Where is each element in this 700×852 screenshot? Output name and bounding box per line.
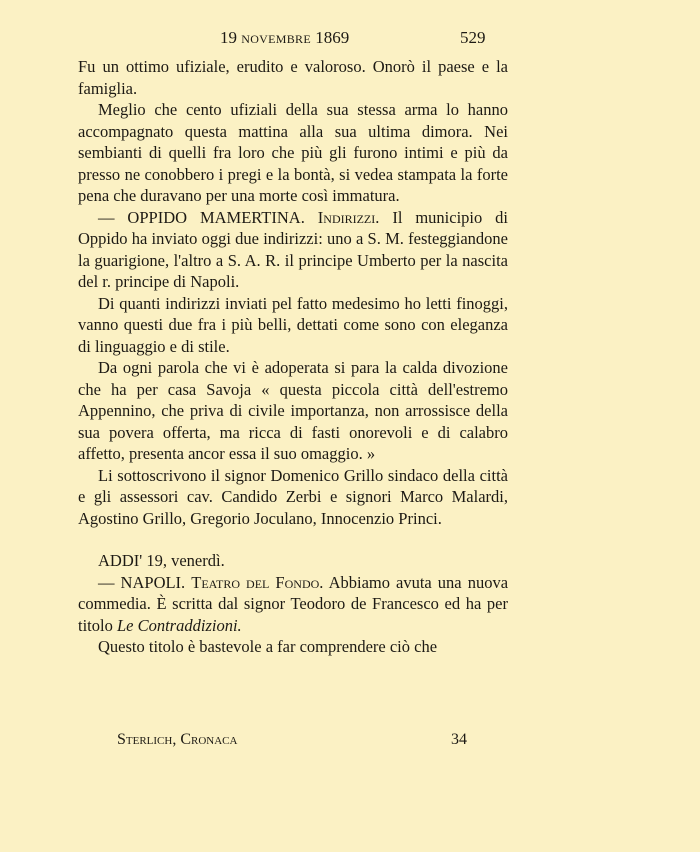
section-gap bbox=[78, 529, 508, 550]
item-label: Indirizzi. bbox=[317, 207, 380, 227]
item-heading: — OPPIDO MAMERTINA. bbox=[98, 207, 305, 227]
paragraph: Meglio che cento ufiziali della sua stessa arma lo hanno accompagnato questa mattina alla sua ultima dimora. Nei sembianti di quelli fra loro che più gli furono intimi e più da presso ne conobbero i pregi e la bontà, si vedea stampata la forte pena che duravano per una morte così immatura. bbox=[78, 100, 508, 205]
signature-mark: Sterlich, Cronaca bbox=[117, 731, 238, 748]
item-label: Teatro del Fondo. bbox=[191, 572, 324, 592]
signature-line bbox=[0, 731, 700, 753]
paragraph: Di quanti indirizzi inviati pel fatto medesimo ho letti finoggi, vanno questi due fra i più belli, dettati come sono con eleganza di linguaggio e di stile. bbox=[78, 293, 508, 356]
running-header bbox=[0, 28, 700, 50]
paragraph: Da ogni parola che vi è adoperata si para la calda divozione che ha per casa Savoja « questa piccola città dell'estremo Appennino, che priva di civile importanza, non arrossisce della sua povera offerta, ma ricca di fasti onorevoli e di calabro affetto, presenta ancor essa il suo omaggio. » bbox=[78, 358, 508, 463]
news-item-napoli: — NAPOLI. Teatro del Fondo. Abbiamo avuta una nuova commedia. È scritta dal signor Teodoro de Francesco ed ha per titolo Le Contraddizioni. bbox=[78, 572, 509, 635]
page-body bbox=[78, 56, 508, 658]
dateline: ADDI' 19, venerdì. bbox=[98, 551, 225, 570]
paragraph: Fu un ottimo ufiziale, erudito e valoroso. Onorò il paese e la famiglia. bbox=[78, 57, 508, 98]
item-heading: — NAPOLI. bbox=[98, 572, 186, 592]
news-item-oppido: — OPPIDO MAMERTINA. Indirizzi. Il municipio di Oppido ha inviato oggi due indirizzi: uno a S. M. festeggiandone la guarigione, l'altro a S. A. R. il principe Umberto per la nascita del r. principe di Napoli. bbox=[78, 207, 509, 291]
paragraph: Li sottoscrivono il signor Domenico Grillo sindaco della città e gli assessori cav. Candido Zerbi e signori Marco Malardi, Agostino Grillo, Gregorio Joculano, Innocenzio Princi. bbox=[78, 465, 508, 528]
signature-number: 34 bbox=[451, 731, 467, 748]
paragraph: Questo titolo è bastevole a far comprendere ciò che bbox=[98, 637, 438, 656]
play-title: Le Contraddizioni. bbox=[116, 615, 242, 635]
header-date: 19 novembre 1869 bbox=[220, 28, 350, 47]
page-number: 529 bbox=[460, 28, 486, 47]
